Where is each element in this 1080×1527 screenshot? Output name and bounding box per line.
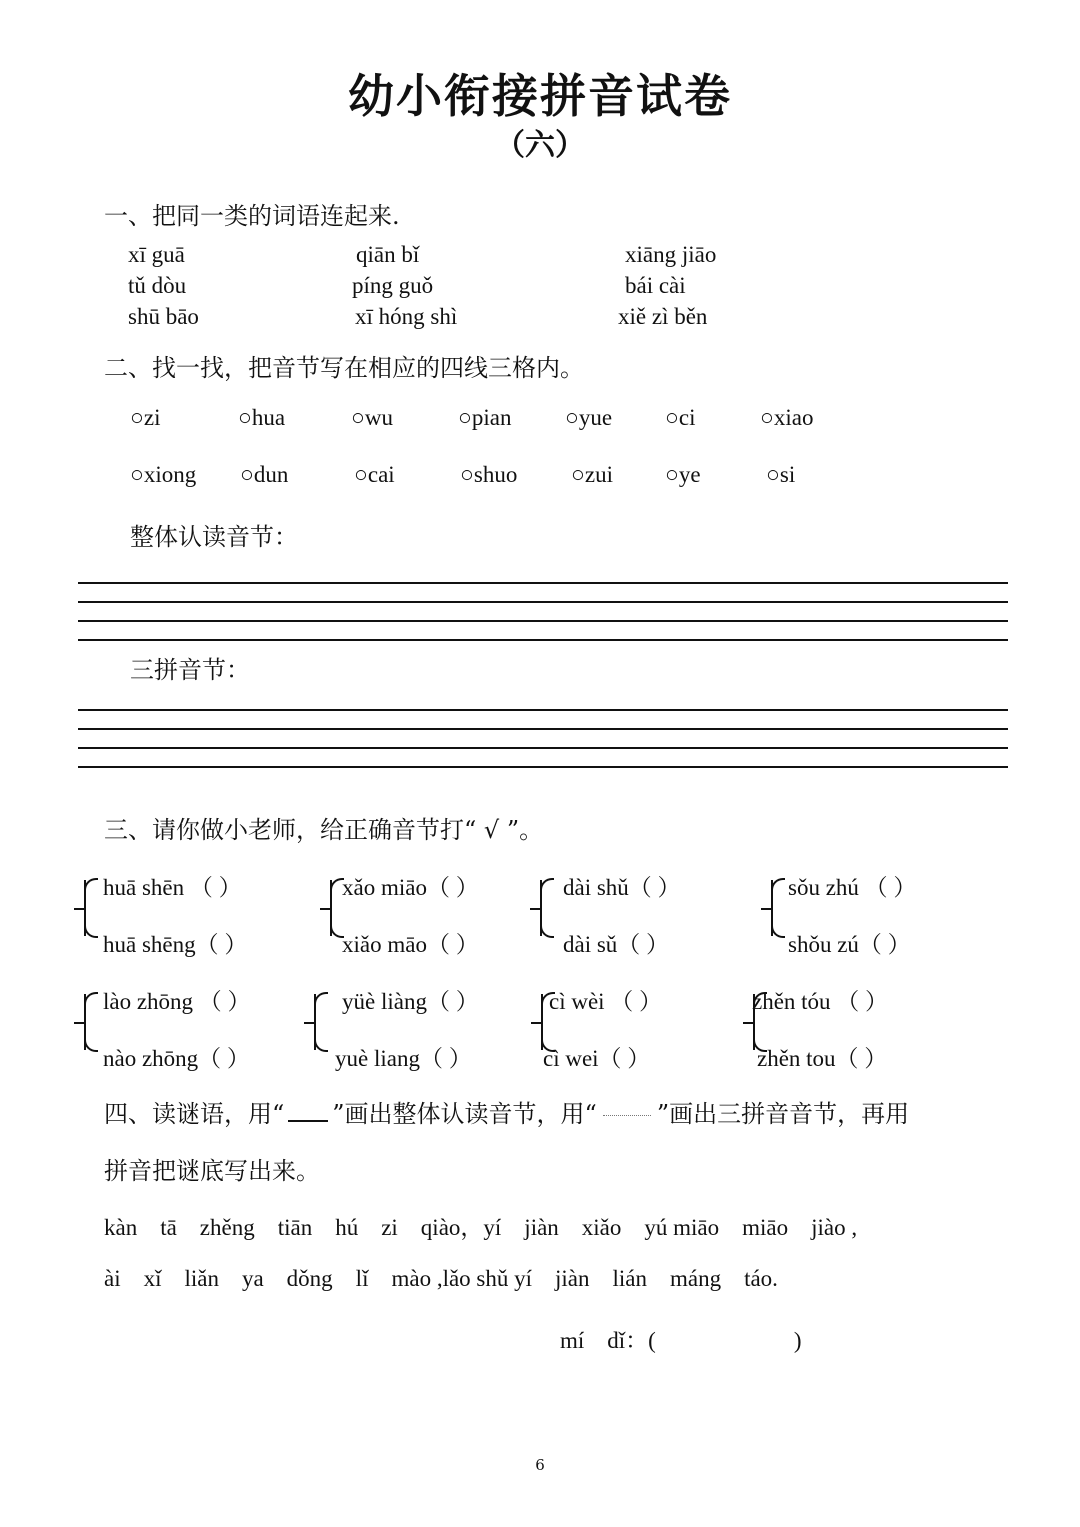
choice-option[interactable]: sǒu zhú （ ） — [788, 875, 917, 900]
q1-word: qiān bǐ — [356, 242, 420, 267]
choice-option[interactable]: huā shēn （ ） — [103, 875, 242, 900]
brace-icon — [314, 994, 332, 1050]
choice-option[interactable]: yuè liang（ ） — [335, 1046, 472, 1071]
choice-option[interactable]: cì wèi （ ） — [549, 989, 663, 1014]
q1-word: xī hóng shì — [355, 304, 458, 329]
q4-heading — [104, 1094, 909, 1129]
choice-option[interactable]: huā shēng（ ） — [103, 932, 248, 957]
syllable-option[interactable]: ○zui — [571, 462, 613, 487]
brace-icon — [84, 994, 102, 1050]
choice-option[interactable]: zhěn tóu （ ） — [752, 989, 889, 1014]
grid-line — [78, 728, 1008, 730]
answer-blank[interactable]: mí dǐ：( ) — [560, 1328, 802, 1353]
choice-option[interactable]: yüè liàng（ ） — [342, 989, 479, 1014]
choice-option[interactable]: xiǎo māo（ ） — [342, 932, 479, 957]
q1-word: tǔ dòu — [128, 273, 187, 298]
page-title: 幼小衔接拼音试卷 — [348, 69, 732, 123]
grid-line — [78, 620, 1008, 622]
syllable-option[interactable]: ○ye — [665, 462, 701, 487]
riddle-line: kàn tā zhěng tiān hú zi qiào，yí jiàn xiǎo yú miāo miāo jiào , — [104, 1215, 858, 1240]
choice-option[interactable]: xǎo miāo（ ） — [342, 875, 479, 900]
syllable-option[interactable]: ○pian — [458, 405, 512, 430]
wavy-underline-sample — [603, 1115, 651, 1116]
grid-line — [78, 747, 1008, 749]
syllable-option[interactable]: ○ci — [665, 405, 696, 430]
choice-option[interactable]: zhěn tou（ ） — [757, 1046, 888, 1071]
q1-word: xī guā — [128, 242, 185, 267]
grid-line — [78, 709, 1008, 711]
brace-icon — [771, 880, 789, 936]
choice-option[interactable]: dài shǔ（ ） — [563, 875, 681, 900]
q1-word: shū bāo — [128, 304, 199, 329]
q4-heading-part: ”画出整体认读音节，用“ — [332, 1100, 597, 1128]
grid-line — [78, 582, 1008, 584]
q1-heading: 一、把同一类的词语连起来. — [104, 202, 400, 230]
choice-option[interactable]: cì wei（ ） — [543, 1046, 651, 1071]
q1-word: xiāng jiāo — [625, 242, 717, 267]
syllable-option[interactable]: ○dun — [240, 462, 289, 487]
grid-line — [78, 639, 1008, 641]
choice-option[interactable]: nào zhōng（ ） — [103, 1046, 250, 1071]
solid-underline-sample — [288, 1120, 328, 1122]
choice-option[interactable]: lào zhōng （ ） — [103, 989, 251, 1014]
q4-heading-line2: 拼音把谜底写出来。 — [104, 1157, 320, 1185]
q1-word: píng guǒ — [352, 273, 434, 298]
page-subtitle: （六） — [495, 128, 585, 163]
choice-option[interactable]: shǒu zú（ ） — [788, 932, 911, 957]
whole-syllable-label: 整体认读音节： — [130, 523, 298, 551]
syllable-option[interactable]: ○hua — [238, 405, 286, 430]
q4-heading-part: ”画出三拼音音节，再用 — [656, 1100, 910, 1128]
choice-option[interactable]: dài sǔ（ ） — [563, 932, 670, 957]
grid-line — [78, 766, 1008, 768]
syllable-option[interactable]: ○shuo — [460, 462, 518, 487]
q4-heading-part: 四、读谜语，用“ — [104, 1100, 285, 1128]
syllable-option[interactable]: ○si — [766, 462, 796, 487]
q3-heading: 三、请你做小老师，给正确音节打“ √ ”。 — [104, 816, 544, 844]
syllable-option[interactable]: ○zi — [130, 405, 161, 430]
q1-word: xiě zì běn — [618, 304, 708, 329]
q2-heading: 二、找一找，把音节写在相应的四线三格内。 — [104, 354, 584, 382]
syllable-option[interactable]: ○wu — [351, 405, 394, 430]
three-syllable-label: 三拼音节： — [130, 656, 250, 684]
q1-word: bái cài — [625, 273, 686, 298]
syllable-option[interactable]: ○cai — [354, 462, 395, 487]
syllable-option[interactable]: ○xiao — [760, 405, 814, 430]
brace-icon — [84, 880, 102, 936]
syllable-option[interactable]: ○xiong — [130, 462, 197, 487]
brace-icon — [540, 880, 558, 936]
grid-line — [78, 601, 1008, 603]
page-number: 6 — [535, 1456, 545, 1474]
riddle-line: ài xǐ liǎn ya dǒng lǐ mào ,lǎo shǔ yí jiàn lián máng táo. — [104, 1266, 778, 1291]
syllable-option[interactable]: ○yue — [565, 405, 613, 430]
